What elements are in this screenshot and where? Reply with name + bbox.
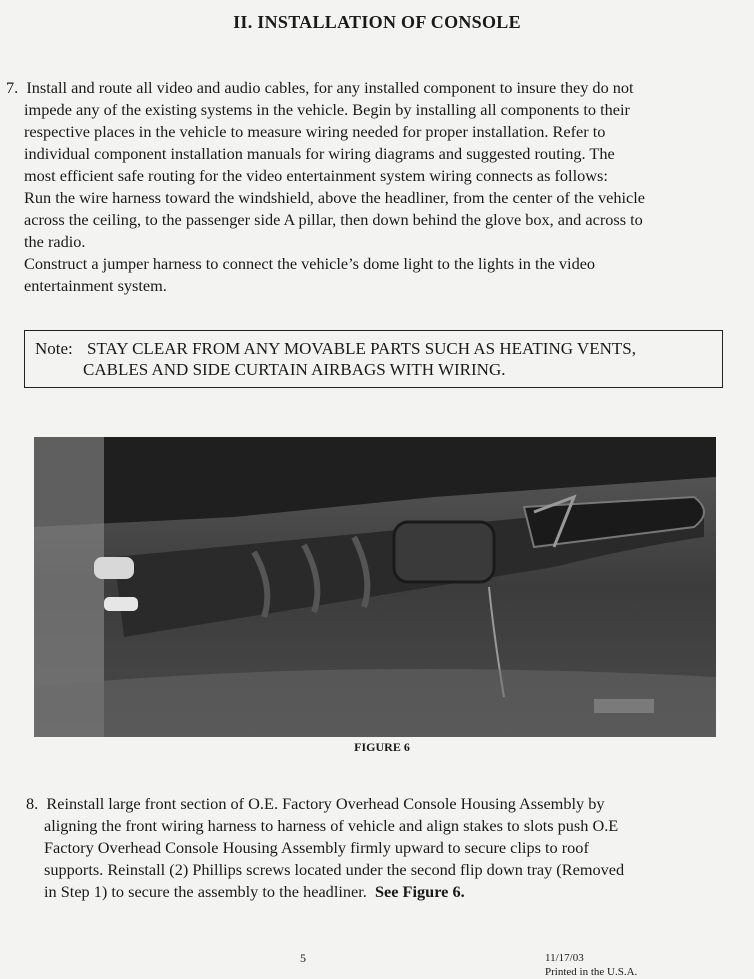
step-8-line-5: in Step 1) to secure the assembly to the headliner. See Figure 6. — [44, 882, 465, 901]
step-7-line-6: Run the wire harness toward the windshield, above the headliner, from the center of the vehicle — [24, 188, 645, 207]
step-7-line-4: individual component installation manuals for wiring diagrams and suggested routing. The — [24, 144, 615, 163]
note-box — [24, 330, 723, 388]
step-7-line-10: entertainment system. — [24, 276, 167, 295]
step-8-line-3: Factory Overhead Console Housing Assembly firmly upward to secure clips to roof — [44, 838, 589, 857]
step-7-line-8: the radio. — [24, 232, 86, 251]
step-7-line-9: Construct a jumper harness to connect the vehicle’s dome light to the lights in the video — [24, 254, 596, 273]
page-number: 5 — [300, 951, 306, 965]
step-7-number: 7. — [6, 78, 19, 97]
footer-printed: Printed in the U.S.A. — [545, 966, 638, 978]
figure-6-photo — [34, 437, 716, 737]
step-8-line-4: supports. Reinstall (2) Phillips screws located under the second flip down tray (Removed — [44, 860, 625, 879]
step-7-line-7: across the ceiling, to the passenger side A pillar, then down behind the glove box, and across to — [24, 210, 643, 229]
step-7-line-3: respective places in the vehicle to measure wiring needed for proper installation. Refer to — [24, 122, 606, 141]
section-heading: II. INSTALLATION OF CONSOLE — [233, 12, 521, 32]
step-7-line-2: impede any of the existing systems in the vehicle. Begin by installing all components to their — [24, 100, 630, 119]
note-line-2: CABLES AND SIDE CURTAIN AIRBAGS WITH WIRING. — [83, 360, 506, 379]
step-7 — [6, 77, 751, 297]
note-label: Note: — [35, 339, 73, 358]
step-8-line-2: aligning the front wiring harness to harness of vehicle and align stakes to slots push O.E — [44, 816, 619, 835]
headliner-photo-illustration — [34, 437, 716, 737]
step-8-number: 8. — [26, 794, 39, 813]
note-line-1: Note: STAY CLEAR FROM ANY MOVABLE PARTS SUCH AS HEATING VENTS, — [35, 339, 636, 358]
step-7-line-1: 7. Install and route all video and audio cables, for any installed component to insure they do not — [6, 78, 634, 97]
step-7-line-5: most efficient safe routing for the video entertainment system wiring connects as follows: — [24, 166, 608, 185]
figure-reference: See Figure 6. — [374, 882, 465, 901]
step-8 — [26, 793, 731, 903]
figure-caption: FIGURE 6 — [354, 740, 410, 754]
footer-date: 11/17/03 — [545, 952, 584, 964]
step-8-line-1: 8. Reinstall large front section of O.E. Factory Overhead Console Housing Assembly by — [26, 794, 605, 813]
